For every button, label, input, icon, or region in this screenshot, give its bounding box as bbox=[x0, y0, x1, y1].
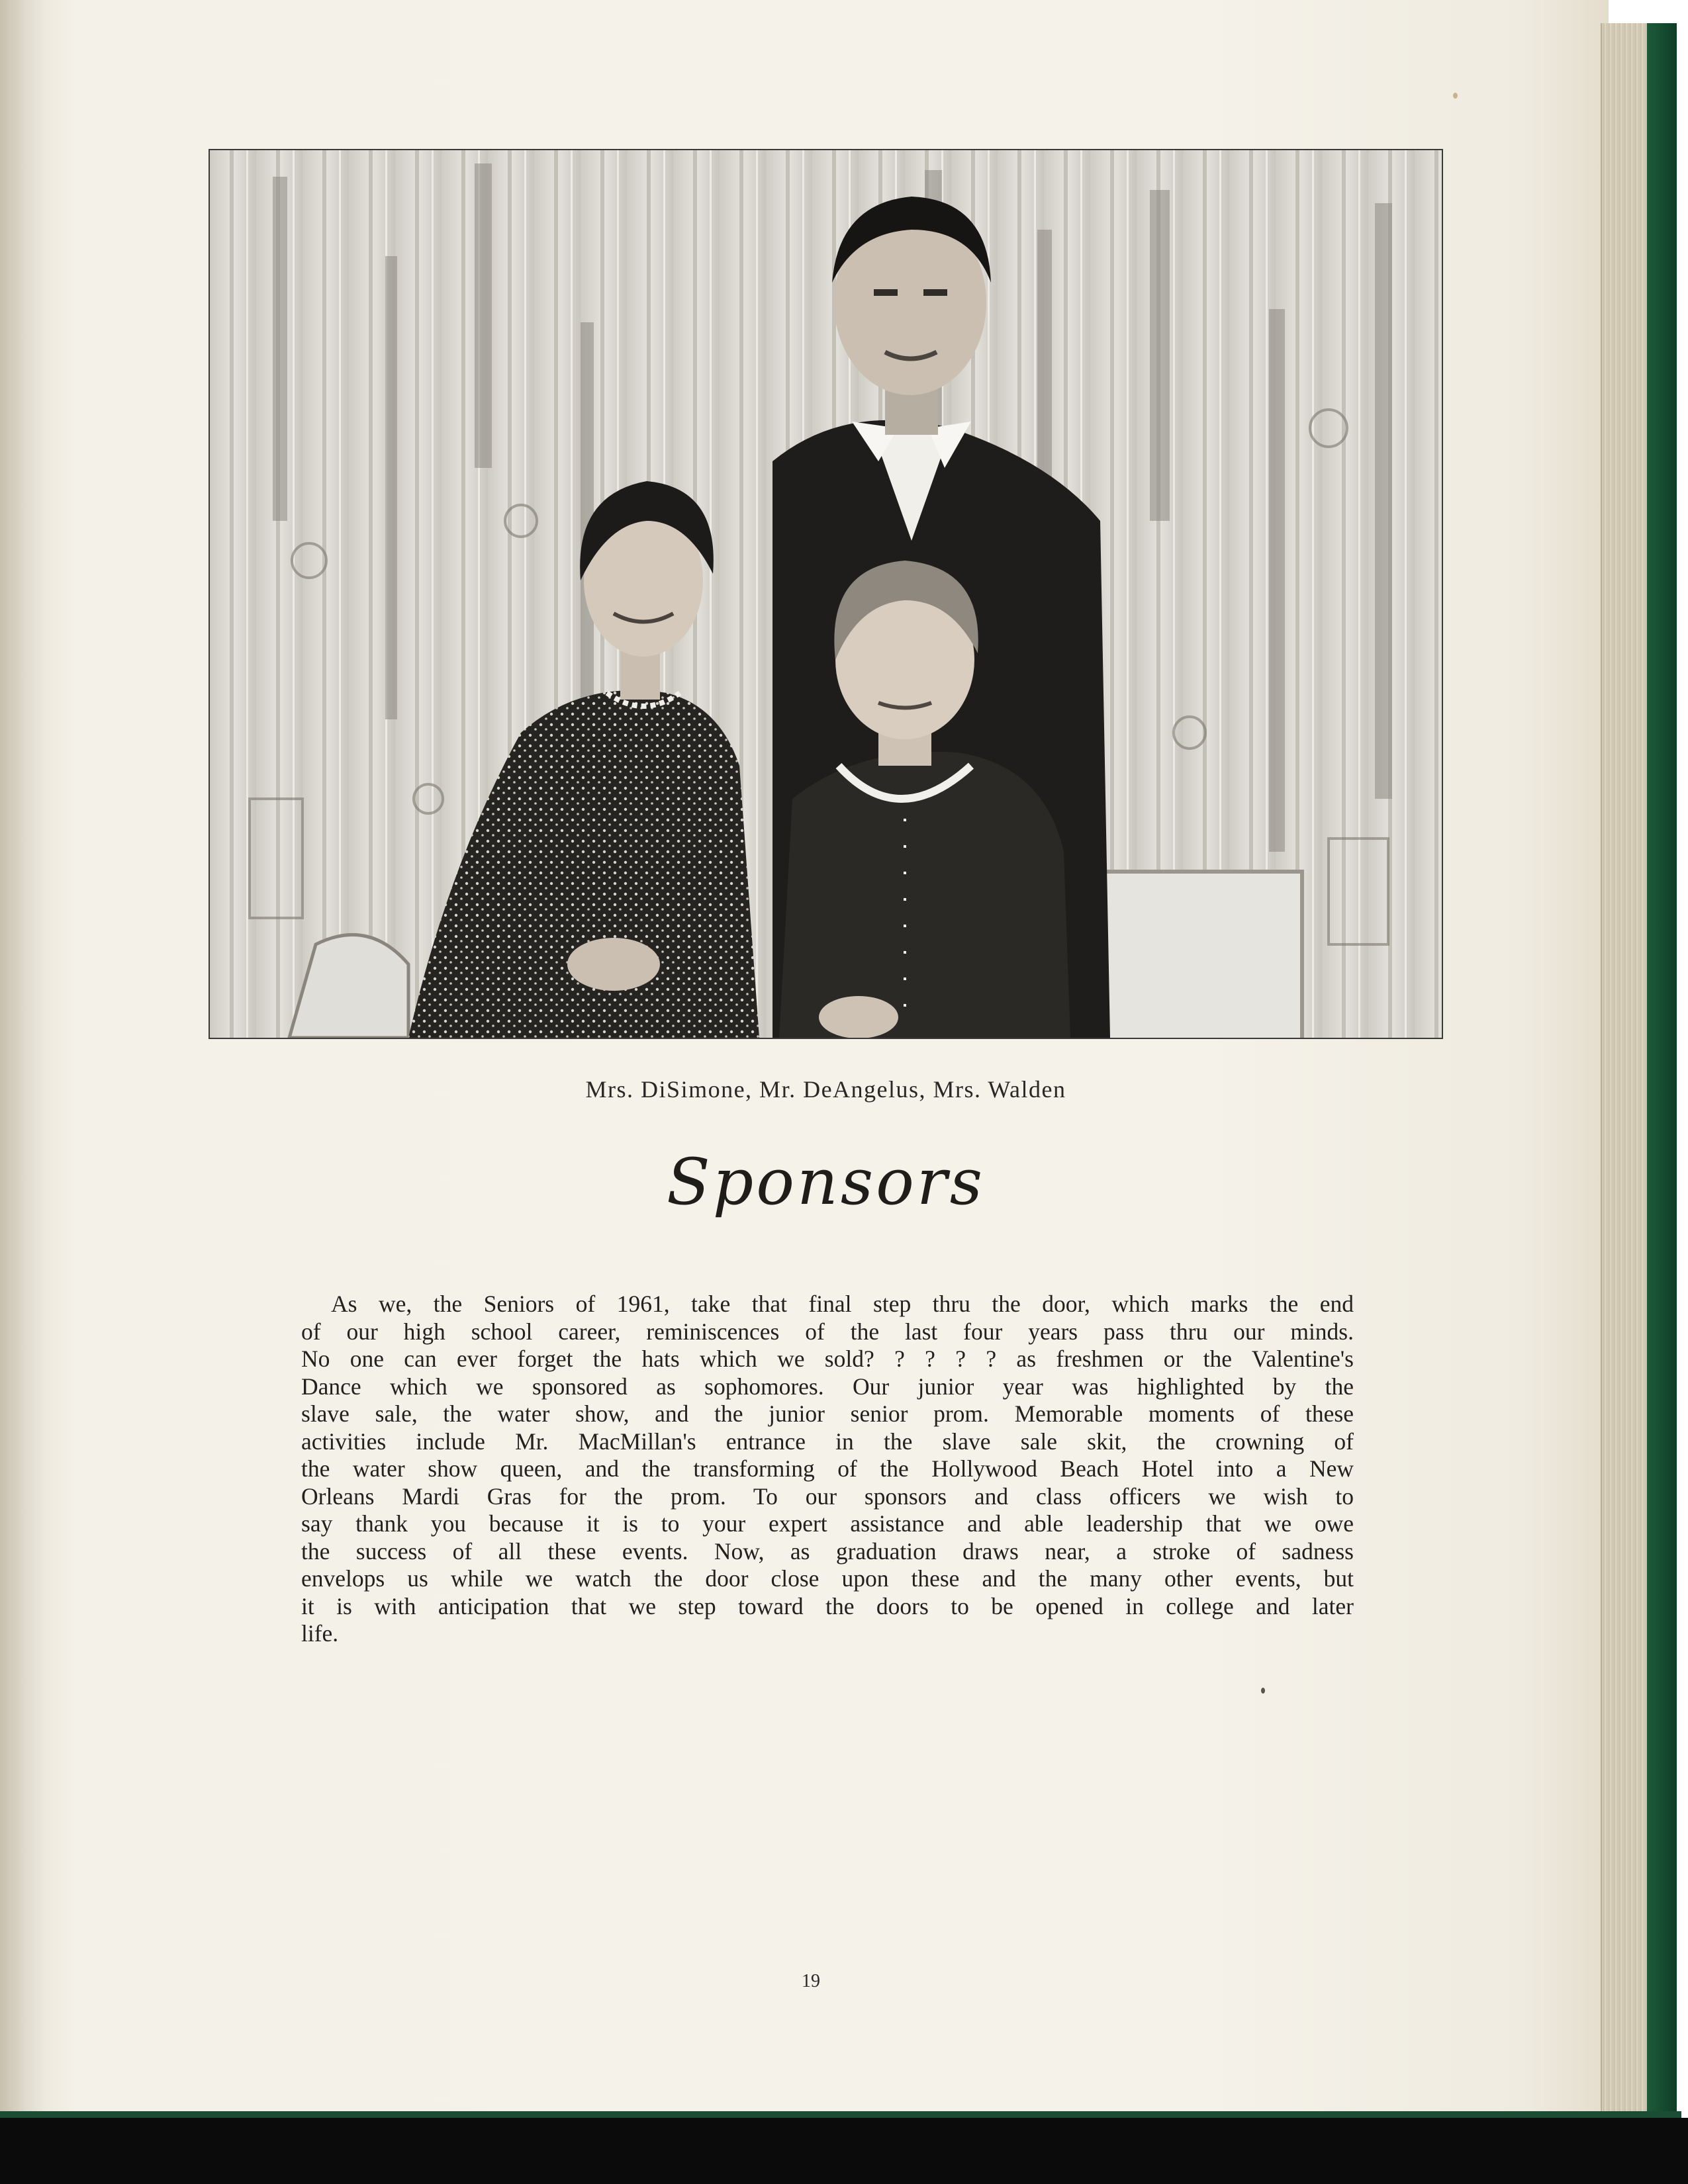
body-line: Orleans Mardi Gras for the prom. To our sponsors and class officers we wish to bbox=[301, 1482, 1354, 1510]
dust-speck bbox=[1261, 1688, 1265, 1694]
body-line: say thank you because it is to your expert assistance and able leadership that we owe bbox=[301, 1510, 1354, 1537]
body-line: the water show queen, and the transforming of the Hollywood Beach Hotel into a New bbox=[301, 1455, 1354, 1482]
body-line: No one can ever forget the hats which we sold? ? ? ? ? as freshmen or the Valentine's bbox=[301, 1345, 1354, 1372]
page-edges bbox=[1601, 23, 1650, 2111]
body-line: life. bbox=[301, 1620, 339, 1647]
body-line: slave sale, the water show, and the junior senior prom. Memorable moments of these bbox=[301, 1400, 1354, 1427]
body-line: Dance which we sponsored as sophomores. Our junior year was highlighted by the bbox=[301, 1373, 1354, 1400]
body-line: the success of all these events. Now, as graduation draws near, a stroke of sadness bbox=[301, 1537, 1354, 1565]
body-line: envelops us while we watch the door close upon these and the many other events, but bbox=[301, 1565, 1354, 1592]
scan-background bbox=[0, 2118, 1688, 2184]
dust-speck bbox=[1453, 93, 1458, 99]
body-line: activities include Mr. MacMillan's entrance in the slave sale skit, the crowning of bbox=[301, 1428, 1354, 1455]
sponsors-photo bbox=[209, 149, 1443, 1039]
body-paragraph bbox=[301, 1291, 1354, 1648]
page-number: 19 bbox=[802, 1971, 820, 1991]
gutter-shadow bbox=[0, 0, 76, 2118]
book-cover-edge bbox=[1647, 23, 1677, 2111]
body-line: of our high school career, reminiscences of the last four years pass thru our minds. bbox=[301, 1318, 1354, 1345]
photo-illustration bbox=[210, 150, 1442, 1038]
page-title: Sponsors bbox=[666, 1145, 986, 1219]
body-line: As we, the Seniors of 1961, take that final step thru the door, which marks the end bbox=[331, 1291, 1354, 1317]
body-line: it is with anticipation that we step toward the doors to be opened in college and later bbox=[301, 1592, 1354, 1619]
photo-caption: Mrs. DiSimone, Mr. DeAngelus, Mrs. Walden bbox=[585, 1076, 1066, 1103]
